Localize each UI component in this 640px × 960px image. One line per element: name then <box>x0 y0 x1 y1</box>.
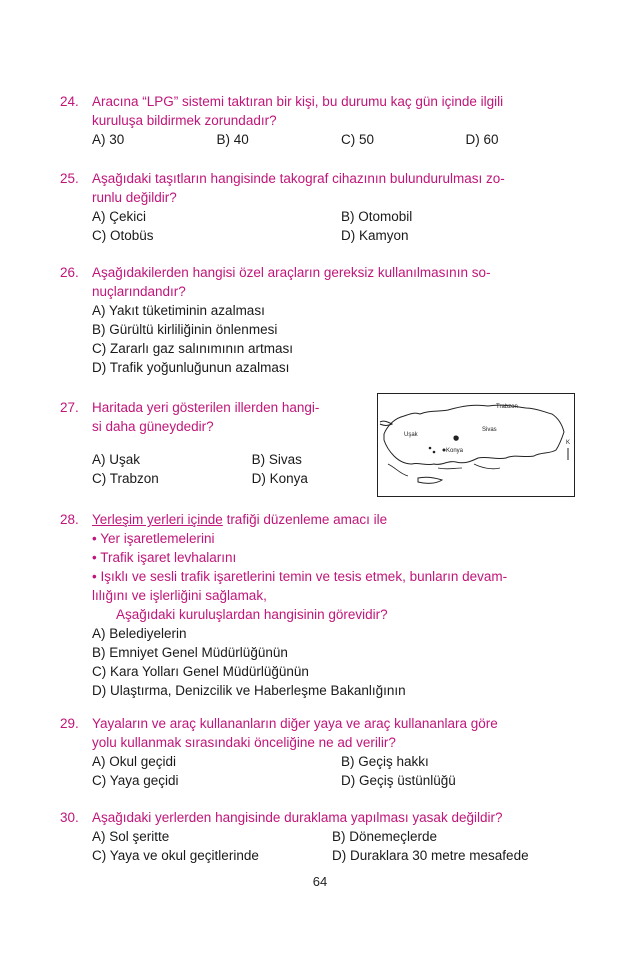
question-number: 24. <box>60 94 79 109</box>
question-26 <box>60 263 590 377</box>
options-row <box>92 771 590 790</box>
options <box>92 130 590 149</box>
option-c[interactable]: C) Yaya geçidi <box>92 773 179 788</box>
option-a[interactable]: A) 30 <box>92 132 125 147</box>
options-row <box>92 827 590 846</box>
option-d[interactable]: D) Duraklara 30 metre mesafede <box>332 848 529 863</box>
bullet-item: • Işıklı ve sesli trafik işaretlerini temin ve tesis etmek, bunların devam- <box>92 569 508 584</box>
option-b[interactable]: B) Gürültü kirliliğinin önlenmesi <box>92 322 278 337</box>
question-text <box>60 714 590 752</box>
map-label-sivas: Sivas <box>482 427 497 433</box>
question-text <box>60 510 590 529</box>
question-line: si daha güneydedir? <box>92 419 214 434</box>
options-row <box>92 450 360 469</box>
page-number: 64 <box>312 874 328 889</box>
question-line-rest: trafiği düzenleme amacı ile <box>222 512 388 527</box>
option-a[interactable]: A) Belediyelerin <box>92 626 187 641</box>
option-d[interactable]: D) Trafik yoğunluğunun azalması <box>92 360 290 375</box>
question-line: Haritada yeri gösterilen illerden hangi- <box>92 400 320 415</box>
lake-icon <box>453 435 458 440</box>
option-c[interactable]: C) Yaya ve okul geçitlerinde <box>92 848 259 863</box>
option-b[interactable]: B) Sivas <box>251 452 302 467</box>
option-a[interactable]: A) Çekici <box>92 209 147 224</box>
question-line <box>92 510 590 529</box>
city-dot <box>433 451 436 454</box>
question-line: Aşağıdaki yerlerden hangisinde duraklama yapılması yasak değildir? <box>92 810 503 825</box>
turkey-outline-map <box>378 394 574 496</box>
question-number: 26. <box>60 265 79 280</box>
question-27 <box>60 398 360 488</box>
question-28 <box>60 510 590 700</box>
options-row <box>92 469 360 488</box>
question-text <box>60 169 590 207</box>
question-text <box>60 263 590 301</box>
question-number: 25. <box>60 171 79 186</box>
option-d[interactable]: D) Konya <box>251 471 308 486</box>
option-d[interactable]: D) Ulaştırma, Denizcilik ve Haberleşme Bakanlığının <box>92 683 406 698</box>
question-line: nuçlarındandır? <box>92 284 186 299</box>
question-line: Aşağıdakilerden hangisi özel araçların gereksiz kullanılmasının so- <box>92 265 491 280</box>
question-number: 27. <box>60 400 79 415</box>
question-line: Aşağıdaki taşıtların hangisinde takograf cihazının bulundurulması zo- <box>92 171 505 186</box>
question-25 <box>60 169 590 245</box>
bullet-item: • Yer işaretlemelerini <box>92 531 215 546</box>
map-label-konya: Konya <box>446 448 464 454</box>
question-line: kuruluşa bildirmek zorundadır? <box>92 113 277 128</box>
option-a[interactable]: A) Okul geçidi <box>92 754 177 769</box>
city-dot <box>429 447 432 450</box>
question-number: 28. <box>60 512 79 527</box>
question-number: 30. <box>60 810 79 825</box>
option-d[interactable]: D) Kamyon <box>341 228 409 243</box>
options <box>92 301 590 377</box>
option-c[interactable]: C) Trabzon <box>92 471 159 486</box>
option-c[interactable]: C) 50 <box>341 132 375 147</box>
question-line: Yayaların ve araç kullananların diğer yaya ve araç kullananlara göre <box>92 716 498 731</box>
konya-dot <box>443 449 446 452</box>
options-row <box>92 207 590 226</box>
option-d[interactable]: D) 60 <box>465 132 499 147</box>
question-line: yolu kullanmak sırasındaki önceliğine ne ad verilir? <box>92 735 396 750</box>
question-line: Aşağıdaki kuruluşlardan hangisinin görevidir? <box>116 607 388 622</box>
question-text <box>60 92 590 130</box>
option-c[interactable]: C) Zararlı gaz salınımının artması <box>92 341 294 356</box>
options-row <box>92 846 590 865</box>
option-b[interactable]: B) Otomobil <box>341 209 413 224</box>
question-line: Aracına “LPG” sistemi taktıran bir kişi, bu durumu kaç gün içinde ilgili <box>92 94 504 109</box>
options-row <box>92 226 590 245</box>
question-text <box>60 808 590 827</box>
question-30 <box>60 808 590 865</box>
option-c[interactable]: C) Otobüs <box>92 228 154 243</box>
map-label-north: K <box>566 440 571 446</box>
option-b[interactable]: B) 40 <box>216 132 249 147</box>
question-number: 29. <box>60 716 79 731</box>
map-label-usak: Uşak <box>404 432 418 438</box>
question-29 <box>60 714 590 790</box>
turkey-map <box>377 393 575 497</box>
option-a[interactable]: A) Sol şeritte <box>92 829 170 844</box>
question-text <box>60 398 360 436</box>
map-label-trabzon: Trabzon <box>496 404 518 410</box>
option-a[interactable]: A) Uşak <box>92 452 141 467</box>
option-a[interactable]: A) Yakıt tüketiminin azalması <box>92 303 265 318</box>
options <box>92 624 590 700</box>
question-24 <box>60 92 590 149</box>
question-line: runlu değildir? <box>92 190 177 205</box>
cyprus-outline <box>418 477 442 483</box>
bullet-item: • Trafik işaret levhalarını <box>92 550 237 565</box>
options-row <box>92 752 590 771</box>
bullet-item-continued: lılığını ve işlerliğini sağlamak, <box>92 588 267 603</box>
option-c[interactable]: C) Kara Yolları Genel Müdürlüğünün <box>92 664 309 679</box>
option-b[interactable]: B) Dönemeçlerde <box>332 829 438 844</box>
option-b[interactable]: B) Emniyet Genel Müdürlüğünün <box>92 645 288 660</box>
underlined-phrase: Yerleşim yerleri içinde <box>92 512 223 527</box>
coast-lines <box>388 464 500 476</box>
option-b[interactable]: B) Geçiş hakkı <box>341 754 429 769</box>
thrace-outline <box>380 421 392 425</box>
option-d[interactable]: D) Geçiş üstünlüğü <box>341 773 456 788</box>
bullet-list <box>92 529 590 605</box>
